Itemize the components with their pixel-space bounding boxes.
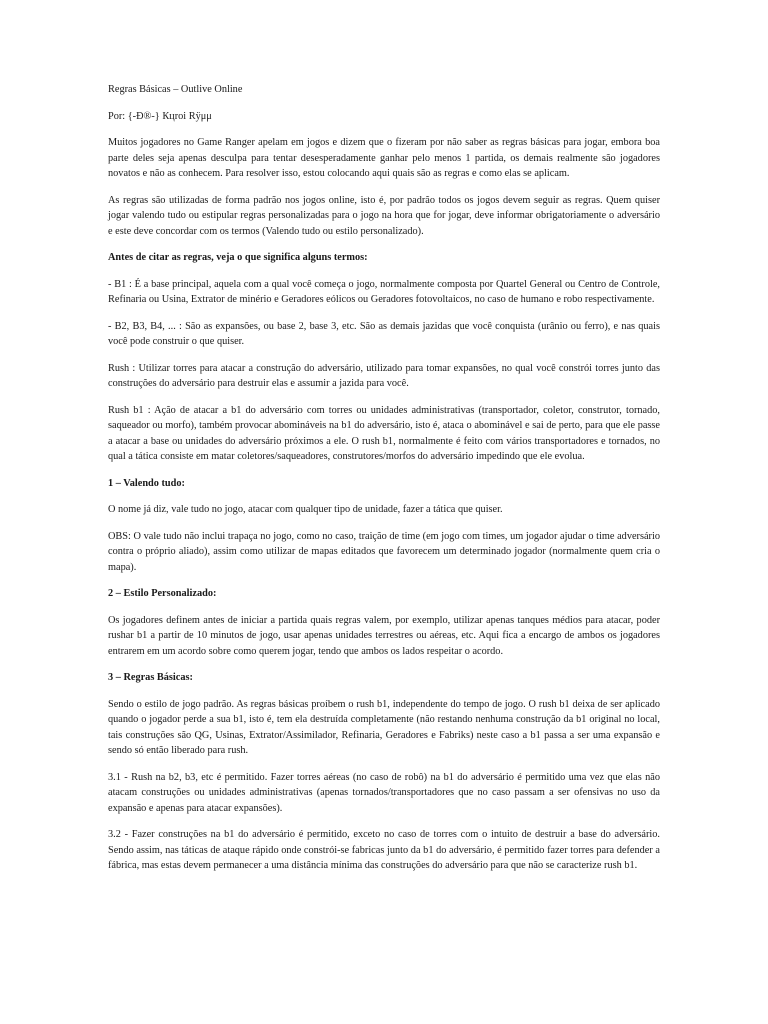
- rule-3-1-paragraph: 3.1 - Rush na b2, b3, etc é permitido. Fazer torres aéreas (no caso de robô) na b1 do adversário é permitido uma vez que elas não atacam construções ou unidades administrativas (apenas tornados/transportadores que no caso passam a ser ofensivas no uso da expansão e apenas para atacar expansões).: [108, 771, 660, 814]
- default-rules-paragraph: As regras são utilizadas de forma padrão nos jogos online, isto é, por padrão todos os jogos devem seguir as regras. Quem quiser jogar valendo tudo ou estipular regras personalizadas para o jogo na hora que for jogar, deve informar obrigatoriamente o adversário e este deve concordar com os termos (Valendo tudo ou estilo personalizado).: [108, 194, 660, 237]
- section3-paragraph: Sendo o estilo de jogo padrão. As regras básicas proíbem o rush b1, independente do tempo de jogo. O rush b1 deixa de ser aplicado quando o jogador perde a sua b1, isto é, tem ela destruída completamente (não restando nenhuma construção da b1 original no local, tais construções são QG, Usinas, Extrator/Assimilador, Refinaria, Geradores e Fabriks) neste caso a b1 passa a ser uma expansão e sendo só então liberado para rush.: [108, 698, 660, 756]
- document-page: [108, 82, 660, 885]
- section2-heading: 2 – Estilo Personalizado:: [108, 588, 217, 599]
- section1-paragraph: O nome já diz, vale tudo no jogo, atacar com qualquer tipo de unidade, fazer a tática que quiser.: [108, 504, 503, 515]
- document-author: Por: {-Ð®-} Кцroi Rÿμμ: [108, 110, 212, 122]
- section3-heading: 3 – Regras Básicas:: [108, 672, 193, 683]
- term-rush-paragraph: Rush : Utilizar torres para atacar a construção do adversário, utilizado para tomar expansões, no qual você constrói torres junto das construções do adversário para destruir elas e assumir a jazida para você.: [108, 362, 660, 389]
- intro-paragraph: Muitos jogadores no Game Ranger apelam em jogos e dizem que o fizeram por não saber as regras básicas para jogar, embora boa parte deles seja apenas desculpa para tentar desesperadamente ganhar pelo menos 1 partida, os demais realmente são jogadores novatos e não as conhecem. Para resolver isso, estou colocando aqui quais são as regras e como elas se aplicam.: [108, 137, 660, 179]
- document-title: Regras Básicas – Outlive Online: [108, 84, 243, 95]
- term-b1-paragraph: - B1 : É a base principal, aquela com a qual você começa o jogo, normalmente composta por Quartel General ou Centro de Controle, Refinaria ou Usina, Extrator de minério e Geradores eólicos ou Geradores fotovoltaicos, no caso de humano e robo respectivamente.: [108, 278, 660, 305]
- section1-heading: 1 – Valendo tudo:: [108, 477, 185, 489]
- terms-heading: Antes de citar as regras, veja o que significa alguns termos:: [108, 252, 368, 263]
- term-rush-b1-paragraph: Rush b1 : Ação de atacar a b1 do adversário com torres ou unidades administrativas (transportador, coletor, construtor, tornado, saqueador ou morfo), também provocar abomináveis na b1 do adversário, isto é, ataca o abominável e sai de perto, para que ele passe a atacar a base ou unidades do adversário próximos a ele. O rush b1, normalmente é feito com vários transportadores e tornados, no qual a tática consiste em matar coletores/saqueadores, construtores/morfos do adversário impedindo que ele evolua.: [108, 404, 660, 462]
- section1-obs-paragraph: OBS: O vale tudo não inclui trapaça no jogo, como no caso, traição de time (em jogo com times, um jogador ajudar o time adversário contra o próprio aliado), assim como utilizar de mapas editados que favorecem um determinado jogador (normalmente quem cria o mapa).: [108, 530, 660, 573]
- term-b2-paragraph: - B2, B3, B4, ... : São as expansões, ou base 2, base 3, etc. São as demais jazidas que você conquista (urânio ou ferro), e nas quais você pode construir o que quiser.: [108, 320, 660, 347]
- section2-paragraph: Os jogadores definem antes de iniciar a partida quais regras valem, por exemplo, utilizar apenas tanques médios para atacar, poder rushar b1 a partir de 10 minutos de jogo, usar apenas unidades terrestres ou aéreas, etc. Aqui fica a encargo de ambos os jogadores entrarem em um acordo sobre como querem jogar, tendo que ambos os lados respeitar o acordo.: [108, 614, 660, 657]
- rule-3-2-paragraph: 3.2 - Fazer construções na b1 do adversário é permitido, exceto no caso de torres com o intuito de destruir a base do adversário. Sendo assim, nas táticas de ataque rápido onde constrói-se fabricas junto da b1 do adversário, é permitido fazer torres para defender a fábrica, mas estas devem permanecer a uma distância mínima das construções do adversário para que não se caracterize rush b1.: [108, 829, 660, 871]
